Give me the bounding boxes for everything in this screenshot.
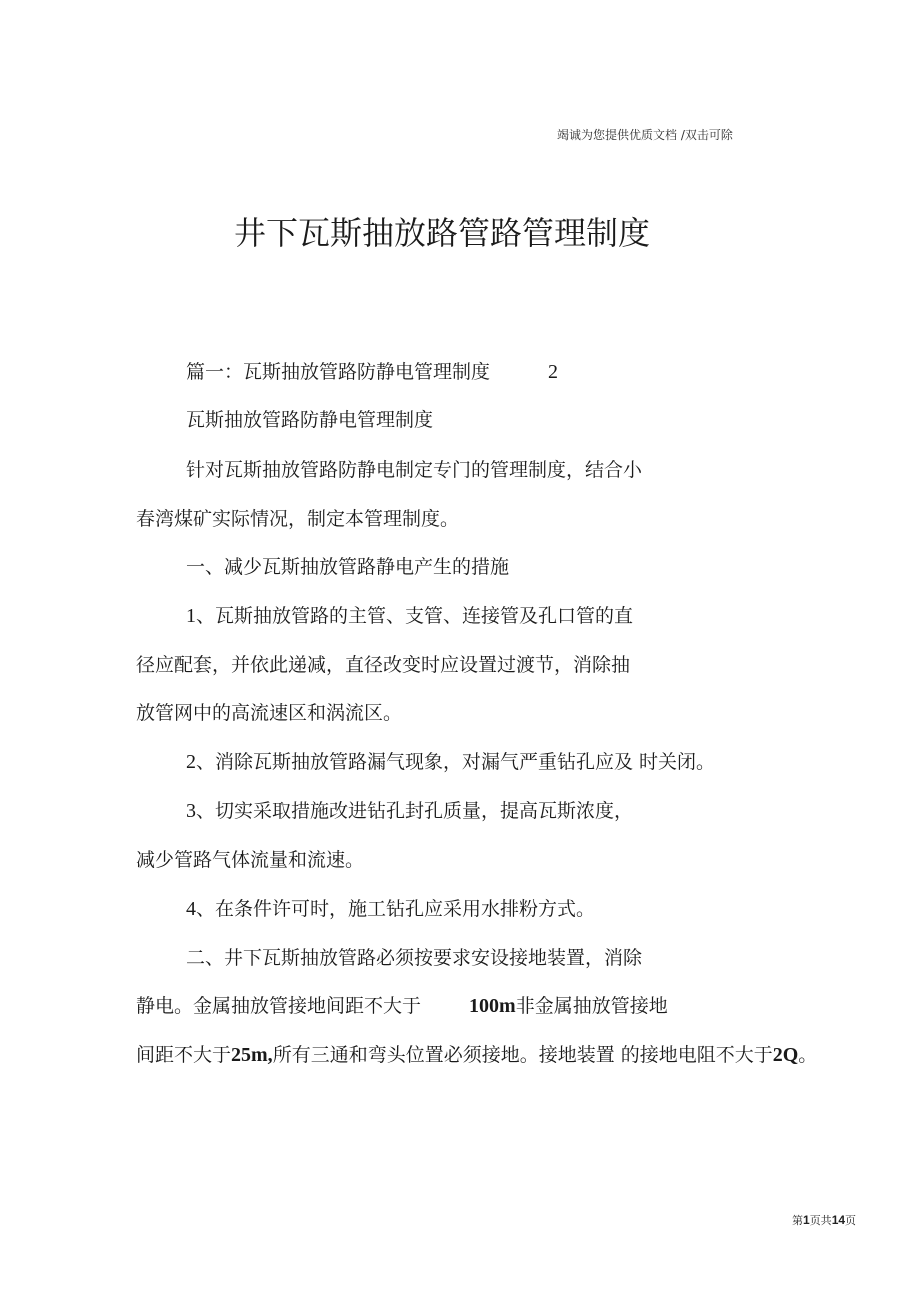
item3-line-2: 减少管路气体流量和流速。 bbox=[136, 849, 365, 871]
item1-line-3: 放管网中的高流速区和涡流区。 bbox=[136, 702, 403, 724]
footer-total-pages: 14 bbox=[831, 1213, 846, 1227]
page-footer bbox=[792, 1212, 856, 1228]
item2-number: 2 bbox=[186, 751, 196, 773]
part2-spacing-value: 100m bbox=[469, 995, 516, 1017]
document-subtitle: 瓦斯抽放管路防静电管理制度 bbox=[186, 409, 434, 431]
part2-line-3 bbox=[136, 1043, 817, 1067]
section-heading-line bbox=[186, 360, 558, 384]
part2-line-2-pre: 静电。金属抽放管接地间距不大于 bbox=[136, 995, 422, 1017]
header-note: 竭诚为您提供优质文档 /双击可除 bbox=[557, 128, 733, 142]
item1-text-1: 、瓦斯抽放管路的主管、支管、连接管及孔口管的直 bbox=[196, 605, 634, 627]
item4-number: 4 bbox=[186, 898, 196, 920]
part2-line-3-pre: 间距不大于 bbox=[136, 1044, 232, 1066]
item2-line-1 bbox=[186, 750, 715, 774]
section-heading: 篇一：瓦斯抽放管路防静电管理制度 bbox=[186, 361, 491, 383]
part2-line-3-mid: 所有三通和弯头位置必须接地。接地装置 的接地电阻不大于 bbox=[272, 1044, 773, 1066]
footer-page-number: 1 bbox=[803, 1213, 810, 1227]
intro-paragraph-line-2: 春湾煤矿实际情况，制定本管理制度。 bbox=[136, 508, 460, 530]
footer-post: 页 bbox=[845, 1214, 857, 1227]
part2-nonmetal-spacing: 25m, bbox=[231, 1044, 273, 1066]
item1-line-2: 径应配套，并依此递减，直径改变时应设置过渡节，消除抽 bbox=[136, 654, 631, 676]
part2-line-2-post: 非金属抽放管接地 bbox=[515, 995, 668, 1017]
part1-heading: 一、减少瓦斯抽放管路静电产生的措施 bbox=[186, 556, 510, 578]
item4-text: 、在条件许可时，施工钻孔应采用水排粉方式。 bbox=[196, 898, 596, 920]
item3-line-1 bbox=[186, 799, 633, 823]
item1-line-1 bbox=[186, 604, 633, 628]
item4-line-1 bbox=[186, 897, 595, 921]
part2-line-1: 二、井下瓦斯抽放管路必须按要求安设接地装置，消除 bbox=[186, 947, 643, 969]
section-page-number: 2 bbox=[548, 361, 559, 383]
intro-paragraph-line-1: 针对瓦斯抽放管路防静电制定专门的管理制度，结合小 bbox=[186, 459, 643, 481]
footer-mid: 页共 bbox=[809, 1214, 832, 1227]
item3-number: 3 bbox=[186, 800, 196, 822]
item1-number: 1 bbox=[186, 605, 196, 627]
item3-text-1: 、切实采取措施改进钻孔封孔质量，提高瓦斯浓度， bbox=[196, 800, 634, 822]
document-title: 井下瓦斯抽放路管路管理制度 bbox=[233, 214, 650, 252]
item2-text: 、消除瓦斯抽放管路漏气现象，对漏气严重钻孔应及 时关闭。 bbox=[196, 751, 716, 773]
part2-line-3-end: 。 bbox=[798, 1044, 818, 1066]
part2-line-2 bbox=[136, 994, 668, 1018]
footer-pre: 第 bbox=[792, 1214, 803, 1227]
part2-resistance-value: 2Q bbox=[772, 1044, 799, 1066]
